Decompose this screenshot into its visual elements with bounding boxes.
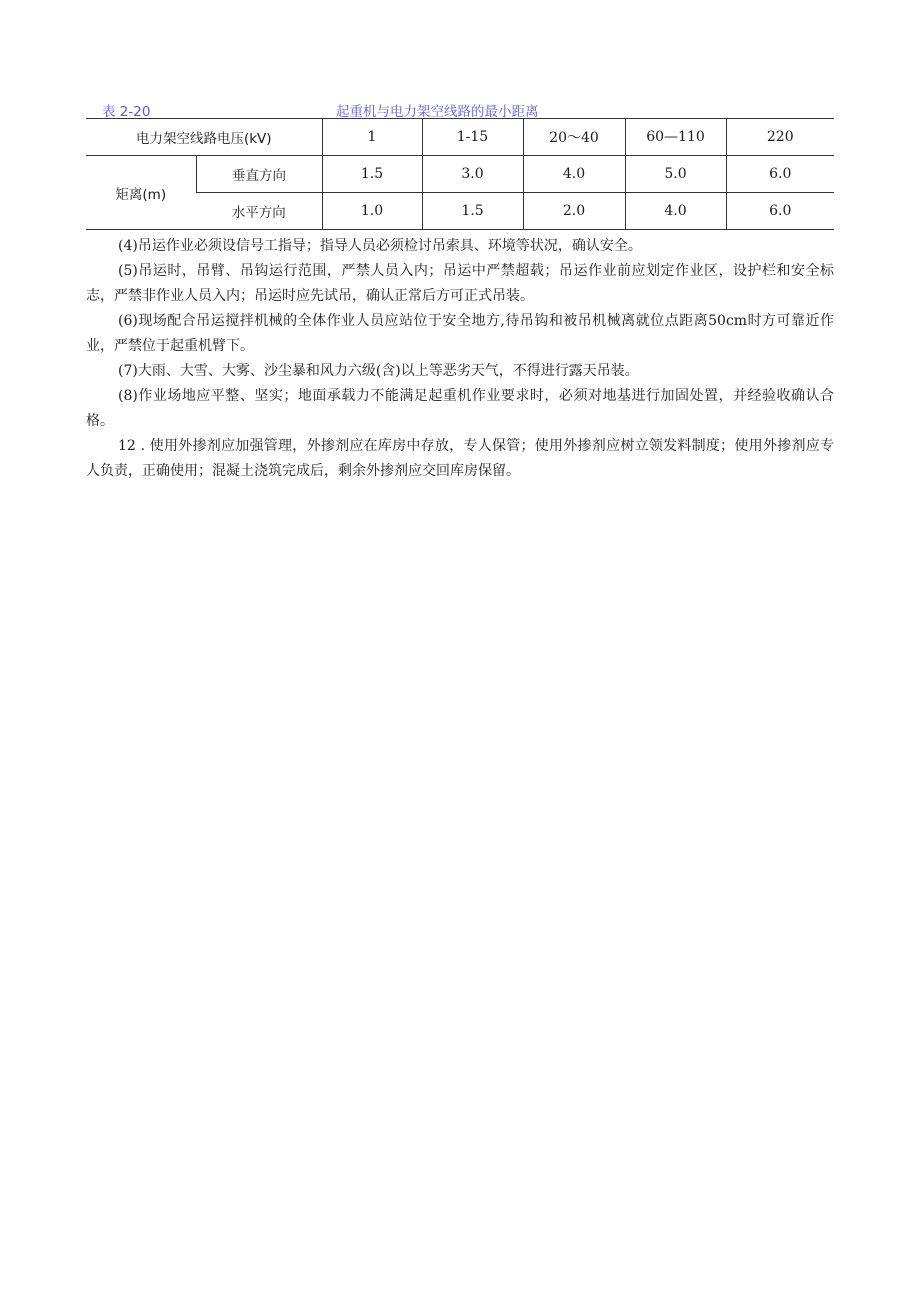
value-cell: 1.0: [322, 193, 422, 230]
value-cell: 2.0: [523, 193, 625, 230]
value-cell: 1.5: [322, 156, 422, 193]
voltage-cell: 60—110: [625, 119, 726, 156]
paragraph: 12 . 使用外掺剂应加强管理，外掺剂应在库房中存放，专人保管；使用外掺剂应树立领发料制度；使用外掺剂应专人负责，正确使用；混凝土浇筑完成后，剩余外掺剂应交回库房保留。: [86, 438, 834, 479]
voltage-header-cell: 电力架空线路电压(kV): [86, 119, 322, 156]
value-cell: 4.0: [523, 156, 625, 193]
body-text: [86, 234, 834, 484]
row-label-cell: 水平方向: [196, 193, 322, 230]
voltage-cell: 220: [726, 119, 834, 156]
document-page: [86, 96, 834, 484]
distance-label-cell: 矩离(m): [86, 156, 196, 230]
voltage-cell: 20～40: [523, 119, 625, 156]
voltage-cell: 1: [322, 119, 422, 156]
paragraph: (5)吊运时，吊臂、吊钩运行范围，严禁人员入内；吊运中严禁超载；吊运作业前应划定作业区，设护栏和安全标志，严禁非作业人员入内；吊运时应先试吊，确认正常后方可正式吊装。: [86, 263, 834, 304]
value-cell: 3.0: [422, 156, 523, 193]
paragraph: (8)作业场地应平整、坚实；地面承载力不能满足起重机作业要求时，必须对地基进行加固处置，并经验收确认合格。: [86, 388, 834, 429]
paragraph: (7)大雨、大雪、大雾、沙尘暴和风力六级(含)以上等恶劣天气，不得进行露天吊装。: [118, 363, 639, 379]
table-title: 起重机与电力架空线路的最小距离: [336, 104, 539, 120]
value-cell: 4.0: [625, 193, 726, 230]
paragraph: (6)现场配合吊运搅拌机械的全体作业人员应站位于安全地方,待吊钩和被吊机械离就位点距离50cm时方可靠近作业，严禁位于起重机臂下。: [86, 313, 834, 354]
value-cell: 6.0: [726, 156, 834, 193]
row-label-cell: 垂直方向: [196, 156, 322, 193]
voltage-cell: 1-15: [422, 119, 523, 156]
paragraph: (4)吊运作业必须设信号工指导；指导人员必须检讨吊索具、环境等状况，确认安全。: [118, 238, 642, 254]
table-row: [86, 156, 834, 193]
table-number: 表 2-20: [102, 104, 151, 120]
table-row: [86, 193, 834, 230]
value-cell: 6.0: [726, 193, 834, 230]
table-caption: [86, 96, 834, 118]
distance-table: [86, 118, 834, 230]
value-cell: 5.0: [625, 156, 726, 193]
value-cell: 1.5: [422, 193, 523, 230]
table-row: [86, 119, 834, 156]
